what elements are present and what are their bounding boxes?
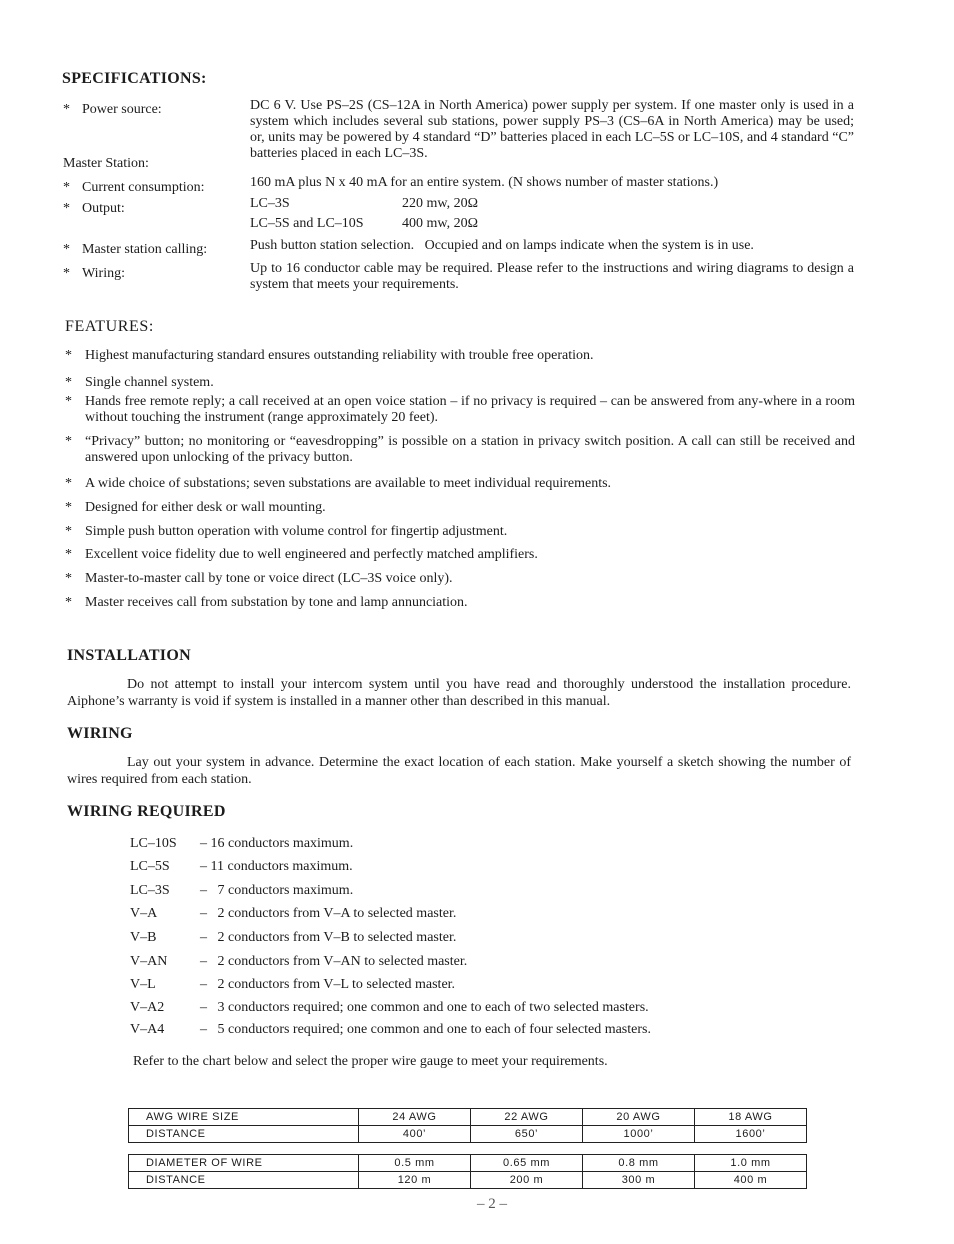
feature-item: * Simple push button operation with volume control for fingertip adjustment. — [65, 524, 508, 539]
manual-page: SPECIFICATIONS: * Power source: DC 6 V. Use PS–2S (CS–12A in North America) power supply per system. If one master only is used in a system which includes several sub stations, power supply PS–3 (CS–6A in North America) may be used; or, units may be powered by 4 standard “D” batteries placed in each LC–5S or LC–10S, and 4 standard “C” batteries placed in each LC–3S. Master Station: * Current consumption: 160 mA plus N x 40 mA for an entire system. (N shows number of master stations.) * Output: LC–3S 220 mw, 20Ω LC–5S and LC–10S 400 mw, 20Ω * Master station calling: Push button station selection. Occupied and on lamps indicate when the system is in use. * Wiring: Up to 16 conductor cable may be required. Please refer to the instructions and wiring diagrams to design a system that meets your requirements. FEATURES: * Highest manufacturing standard ensures outstanding reliability with trouble free operation. * Single channel system. * Hands free remote reply; a call received at an open voice station – if no privacy is required – can be answered from any-where in a room without touching the instrument (range approximately 20 feet). * “Privacy” button; no monitoring or “eavesdropping” is possible on a station in privacy switch position. A call can still be received and answered upon unlocking of the privacy button. * A wide choice of substations; seven substations are available to meet individual requirements. * Designed for either desk or wall mounting. * Simple push button operation with volume control for fingertip adjustment. * Excellent voice fidelity due to well engineered and perfectly matched amplifiers. * Master-to-master call by tone or voice direct (LC–3S voice only). * Master receives call from substation by tone and lamp annunciation. INSTALLATION Do not attempt to install your intercom system until you have read and thoroughly understood the installation procedure. Aiphone’s warranty is void if system is installed in a manner other than described in this manual. WIRING Lay out your system in advance. Determine the exact location of each station. Make yourself a sketch showing the number of wires required from each station. WIRING REQUIRED LC–10S – 16 conductors maximum. LC–5S – 11 conductors maximum. LC–3S – 7 conductors maximum. V–A – 2 conductors from V–A to selected master. V–B – 2 conductors from V–B to selected master. V–AN – 2 conductors from V–AN to selected master. V–L – 2 conductors from V–L to selected master. V–A2 – 3 conductors required; one common and one to each of two selected masters. V–A4 – 5 conductors required; one common and one to each of four selected masters. Refer to the chart below and select the proper wire gauge to meet your requirements. AWG WIRE SIZE 24 AWG 22 AWG 20 AWG 18 AWG DISTANCE 400’ 650’ 1000’ 1600’ DIAMETER OF WIRE 0.5 mm 0.65 mm 0.8 mm 1.0 mm DISTANCE 120 m 200 m 300 m 400 m – 2 – — [62, 70, 855, 1212]
feature-item: * Excellent voice fidelity due to well engineered and perfectly matched amplifiers. — [65, 547, 538, 562]
awg-header-cell: 20 AWG — [583, 1109, 695, 1126]
spec-label-calling: * Master station calling: — [63, 242, 208, 257]
diameter-distance-cell: 400 m — [695, 1172, 807, 1189]
table-row — [129, 1155, 807, 1172]
diameter-header-cell: 1.0 mm — [695, 1155, 807, 1172]
spec-text-calling: Push button station selection. Occupied and on lamps indicate when the system is in use. — [250, 238, 754, 253]
output-value-lc3s: 220 mw, 20Ω — [402, 196, 478, 211]
feature-item: * Highest manufacturing standard ensures outstanding reliability with trouble free operation. — [65, 348, 594, 363]
spec-label-master-station: Master Station: — [63, 156, 149, 171]
diameter-table — [128, 1154, 807, 1189]
installation-text: Do not attempt to install your intercom system until you have read and thoroughly understood the installation procedure. Aiphone’s warranty is void if system is installed in a manner other than described in this manual. — [67, 677, 851, 709]
output-row-lc5s: LC–5S and LC–10S — [250, 216, 364, 231]
diameter-header-label: DIAMETER OF WIRE — [129, 1155, 359, 1172]
page-number: – 2 – — [477, 1196, 507, 1212]
spec-label-power-source: * Power source: — [63, 102, 162, 117]
awg-distance-cell: 400’ — [359, 1126, 471, 1143]
specifications-heading: SPECIFICATIONS: — [62, 70, 207, 87]
table-row — [129, 1126, 807, 1143]
awg-header-cell: 18 AWG — [695, 1109, 807, 1126]
output-value-lc5s: 400 mw, 20Ω — [402, 216, 478, 231]
diameter-distance-label: DISTANCE — [129, 1172, 359, 1189]
feature-item: * “Privacy” button; no monitoring or “eavesdropping” is possible on a station in privacy switch position. A call can still be received and answered upon unlocking of the privacy button. — [65, 434, 855, 465]
installation-heading: INSTALLATION — [67, 647, 191, 664]
features-heading: FEATURES: — [65, 318, 154, 335]
awg-distance-label: DISTANCE — [129, 1126, 359, 1143]
spec-text-wiring: Up to 16 conductor cable may be required. Please refer to the instructions and wiring diagrams to design a system that meets your requirements. — [250, 261, 854, 292]
wiring-required-heading: WIRING REQUIRED — [67, 803, 226, 820]
spec-label-output: * Output: — [63, 201, 125, 216]
feature-item: * Single channel system. — [65, 375, 214, 390]
awg-distance-cell: 1600’ — [695, 1126, 807, 1143]
wire-gauge-note: Refer to the chart below and select the proper wire gauge to meet your requirements. — [133, 1054, 608, 1069]
feature-item: * Designed for either desk or wall mounting. — [65, 500, 326, 515]
table-row — [129, 1109, 807, 1126]
feature-item: * Hands free remote reply; a call received at an open voice station – if no privacy is required – can be answered from any-where in a room without touching the instrument (range approximately 20 feet). — [65, 394, 855, 425]
feature-item: * Master-to-master call by tone or voice direct (LC–3S voice only). — [65, 571, 453, 586]
diameter-distance-cell: 300 m — [583, 1172, 695, 1189]
diameter-header-cell: 0.5 mm — [359, 1155, 471, 1172]
table-row — [129, 1172, 807, 1189]
awg-header-cell: 22 AWG — [471, 1109, 583, 1126]
awg-distance-cell: 1000’ — [583, 1126, 695, 1143]
spec-text-current: 160 mA plus N x 40 mA for an entire system. (N shows number of master stations.) — [250, 175, 719, 190]
spec-label-wiring: * Wiring: — [63, 266, 125, 281]
diameter-header-cell: 0.8 mm — [583, 1155, 695, 1172]
awg-header-label: AWG WIRE SIZE — [129, 1109, 359, 1126]
spec-label-current: * Current consumption: — [63, 180, 205, 195]
awg-table — [128, 1108, 807, 1143]
feature-item: * Master receives call from substation by tone and lamp annunciation. — [65, 595, 468, 610]
awg-header-cell: 24 AWG — [359, 1109, 471, 1126]
feature-item: * A wide choice of substations; seven substations are available to meet individual requirements. — [65, 476, 612, 491]
spec-text-power-source: DC 6 V. Use PS–2S (CS–12A in North America) power supply per system. If one master only is used in a system which includes several sub stations, power supply PS–3 (CS–6A in North America) may be used; or, units may be powered by 4 standard “D” batteries placed in each LC–5S or LC–10S, and 4 standard “C” batteries placed in each LC–3S. — [250, 98, 854, 161]
diameter-distance-cell: 200 m — [471, 1172, 583, 1189]
awg-distance-cell: 650’ — [471, 1126, 583, 1143]
diameter-distance-cell: 120 m — [359, 1172, 471, 1189]
output-row-lc3s: LC–3S — [250, 196, 290, 211]
wiring-text: Lay out your system in advance. Determine the exact location of each station. Make yourself a sketch showing the number of wires required from each station. — [67, 755, 851, 787]
wiring-heading: WIRING — [67, 725, 133, 742]
diameter-header-cell: 0.65 mm — [471, 1155, 583, 1172]
